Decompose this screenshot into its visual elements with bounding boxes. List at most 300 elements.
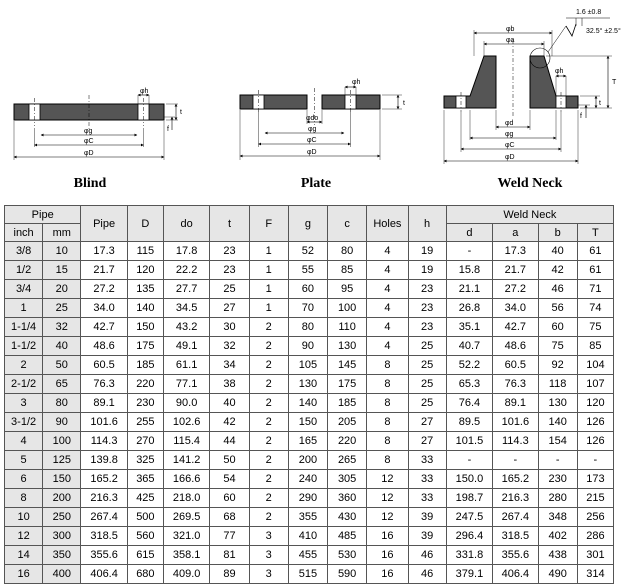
cell-F: 2 xyxy=(249,356,288,375)
blind-t-label: t xyxy=(180,109,182,116)
table-row xyxy=(5,394,614,413)
cell-D: 500 xyxy=(127,508,163,527)
cell-g: 90 xyxy=(288,337,327,356)
cell-mm: 100 xyxy=(43,432,81,451)
cell-pipe: 355.6 xyxy=(81,546,127,565)
cell-holes: 16 xyxy=(367,565,408,584)
header-wn-b: b xyxy=(538,224,577,242)
table-header-row-1 xyxy=(5,206,614,224)
cell-F: 2 xyxy=(249,318,288,337)
cell-c: 360 xyxy=(328,489,367,508)
cell-h: 23 xyxy=(408,280,446,299)
cell-wn-a: 114.3 xyxy=(493,432,538,451)
cell-wn-a: 406.4 xyxy=(493,565,538,584)
cell-wn-T: - xyxy=(577,451,613,470)
header-mm: mm xyxy=(43,224,81,242)
cell-inch: 10 xyxy=(5,508,43,527)
cell-holes: 8 xyxy=(367,432,408,451)
cell-mm: 32 xyxy=(43,318,81,337)
header-wn-d: d xyxy=(446,224,492,242)
cell-wn-T: 120 xyxy=(577,394,613,413)
cell-wn-b: 402 xyxy=(538,527,577,546)
cell-D: 425 xyxy=(127,489,163,508)
cell-wn-b: 130 xyxy=(538,394,577,413)
cell-wn-b: 490 xyxy=(538,565,577,584)
cell-wn-d: 35.1 xyxy=(446,318,492,337)
cell-wn-b: 56 xyxy=(538,299,577,318)
table-row xyxy=(5,413,614,432)
cell-do: 358.1 xyxy=(163,546,209,565)
header-wn-a: a xyxy=(493,224,538,242)
cell-do: 17.8 xyxy=(163,242,209,261)
table-row xyxy=(5,318,614,337)
cell-wn-a: 76.3 xyxy=(493,375,538,394)
header-t: t xyxy=(210,206,249,242)
cell-c: 430 xyxy=(328,508,367,527)
cell-pipe: 34.0 xyxy=(81,299,127,318)
cell-pipe: 114.3 xyxy=(81,432,127,451)
cell-F: 2 xyxy=(249,508,288,527)
cell-D: 175 xyxy=(127,337,163,356)
cell-g: 150 xyxy=(288,413,327,432)
table-row xyxy=(5,337,614,356)
cell-wn-b: 118 xyxy=(538,375,577,394)
header-inch: inch xyxy=(5,224,43,242)
cell-c: 100 xyxy=(328,299,367,318)
plate-h-label: φh xyxy=(352,79,361,86)
cell-h: 39 xyxy=(408,527,446,546)
cell-h: 19 xyxy=(408,242,446,261)
cell-wn-d: 21.1 xyxy=(446,280,492,299)
cell-h: 23 xyxy=(408,318,446,337)
cell-F: 3 xyxy=(249,565,288,584)
cell-wn-a: 318.5 xyxy=(493,527,538,546)
table-row xyxy=(5,489,614,508)
cell-t: 81 xyxy=(210,546,249,565)
cell-mm: 400 xyxy=(43,565,81,584)
cell-holes: 4 xyxy=(367,337,408,356)
cell-t: 25 xyxy=(210,280,249,299)
cell-c: 130 xyxy=(328,337,367,356)
cell-wn-a: 165.2 xyxy=(493,470,538,489)
cell-g: 200 xyxy=(288,451,327,470)
cell-h: 46 xyxy=(408,546,446,565)
cell-holes: 4 xyxy=(367,280,408,299)
cell-g: 515 xyxy=(288,565,327,584)
cell-inch: 3/8 xyxy=(5,242,43,261)
cell-wn-T: 61 xyxy=(577,242,613,261)
cell-D: 230 xyxy=(127,394,163,413)
cell-c: 175 xyxy=(328,375,367,394)
cell-wn-a: - xyxy=(493,451,538,470)
cell-wn-a: 17.3 xyxy=(493,242,538,261)
cell-t: 30 xyxy=(210,318,249,337)
blind-flange-drawing xyxy=(14,88,182,160)
cell-do: 115.4 xyxy=(163,432,209,451)
cell-t: 60 xyxy=(210,489,249,508)
blind-g-label: φg xyxy=(84,128,93,135)
cell-F: 2 xyxy=(249,432,288,451)
cell-wn-d: 296.4 xyxy=(446,527,492,546)
cell-g: 355 xyxy=(288,508,327,527)
plate-caption: Plate xyxy=(300,176,332,191)
cell-t: 27 xyxy=(210,299,249,318)
cell-g: 240 xyxy=(288,470,327,489)
cell-wn-a: 89.1 xyxy=(493,394,538,413)
cell-wn-b: 92 xyxy=(538,356,577,375)
cell-g: 290 xyxy=(288,489,327,508)
cell-D: 115 xyxy=(127,242,163,261)
table-row xyxy=(5,527,614,546)
header-g: g xyxy=(288,206,327,242)
wn-a-label: φa xyxy=(506,37,515,44)
cell-wn-T: 301 xyxy=(577,546,613,565)
cell-wn-b: 280 xyxy=(538,489,577,508)
cell-pipe: 21.7 xyxy=(81,261,127,280)
cell-wn-a: 48.6 xyxy=(493,337,538,356)
cell-wn-T: 126 xyxy=(577,432,613,451)
cell-g: 105 xyxy=(288,356,327,375)
cell-wn-b: - xyxy=(538,451,577,470)
cell-wn-T: 126 xyxy=(577,413,613,432)
cell-inch: 8 xyxy=(5,489,43,508)
cell-t: 54 xyxy=(210,470,249,489)
cell-wn-d: 52.2 xyxy=(446,356,492,375)
cell-wn-b: 154 xyxy=(538,432,577,451)
cell-do: 269.5 xyxy=(163,508,209,527)
cell-wn-d: 40.7 xyxy=(446,337,492,356)
table-row xyxy=(5,280,614,299)
cell-holes: 4 xyxy=(367,299,408,318)
cell-do: 22.2 xyxy=(163,261,209,280)
cell-g: 410 xyxy=(288,527,327,546)
cell-inch: 1-1/2 xyxy=(5,337,43,356)
blind-f-label: f xyxy=(167,126,169,133)
cell-inch: 16 xyxy=(5,565,43,584)
cell-F: 1 xyxy=(249,280,288,299)
weld-neck-caption: Weld Neck xyxy=(497,176,563,191)
cell-c: 220 xyxy=(328,432,367,451)
cell-t: 50 xyxy=(210,451,249,470)
cell-c: 205 xyxy=(328,413,367,432)
cell-wn-d: 150.0 xyxy=(446,470,492,489)
cell-h: 33 xyxy=(408,470,446,489)
cell-h: 33 xyxy=(408,489,446,508)
wn-angle-label: 32.5° ±2.5° xyxy=(586,28,621,35)
header-h: h xyxy=(408,206,446,242)
cell-inch: 1/2 xyxy=(5,261,43,280)
cell-wn-T: 75 xyxy=(577,318,613,337)
cell-h: 33 xyxy=(408,451,446,470)
cell-F: 2 xyxy=(249,489,288,508)
weld-neck-flange-drawing xyxy=(444,9,621,164)
cell-wn-a: 27.2 xyxy=(493,280,538,299)
table-row xyxy=(5,508,614,527)
cell-g: 455 xyxy=(288,546,327,565)
table-row xyxy=(5,242,614,261)
cell-inch: 6 xyxy=(5,470,43,489)
cell-wn-T: 173 xyxy=(577,470,613,489)
cell-holes: 8 xyxy=(367,375,408,394)
cell-D: 185 xyxy=(127,356,163,375)
cell-inch: 12 xyxy=(5,527,43,546)
cell-D: 220 xyxy=(127,375,163,394)
cell-do: 90.0 xyxy=(163,394,209,413)
cell-c: 185 xyxy=(328,394,367,413)
cell-F: 3 xyxy=(249,527,288,546)
cell-wn-T: 286 xyxy=(577,527,613,546)
cell-wn-a: 60.5 xyxy=(493,356,538,375)
cell-t: 34 xyxy=(210,356,249,375)
cell-inch: 14 xyxy=(5,546,43,565)
cell-wn-b: 42 xyxy=(538,261,577,280)
cell-wn-b: 75 xyxy=(538,337,577,356)
cell-wn-b: 60 xyxy=(538,318,577,337)
cell-h: 27 xyxy=(408,432,446,451)
cell-F: 3 xyxy=(249,546,288,565)
cell-h: 19 xyxy=(408,261,446,280)
cell-do: 102.6 xyxy=(163,413,209,432)
cell-mm: 10 xyxy=(43,242,81,261)
cell-mm: 200 xyxy=(43,489,81,508)
cell-pipe: 17.3 xyxy=(81,242,127,261)
cell-wn-d: 379.1 xyxy=(446,565,492,584)
plate-flange-drawing xyxy=(240,79,405,160)
table-row xyxy=(5,470,614,489)
cell-pipe: 60.5 xyxy=(81,356,127,375)
plate-g-label: φg xyxy=(308,126,317,133)
cell-wn-T: 314 xyxy=(577,565,613,584)
cell-wn-b: 46 xyxy=(538,280,577,299)
cell-mm: 250 xyxy=(43,508,81,527)
cell-holes: 12 xyxy=(367,470,408,489)
cell-do: 218.0 xyxy=(163,489,209,508)
cell-c: 265 xyxy=(328,451,367,470)
cell-inch: 3/4 xyxy=(5,280,43,299)
cell-D: 255 xyxy=(127,413,163,432)
cell-wn-T: 104 xyxy=(577,356,613,375)
cell-wn-b: 438 xyxy=(538,546,577,565)
cell-h: 25 xyxy=(408,356,446,375)
header-c: c xyxy=(328,206,367,242)
cell-wn-b: 140 xyxy=(538,413,577,432)
table-row xyxy=(5,432,614,451)
cell-D: 140 xyxy=(127,299,163,318)
cell-g: 60 xyxy=(288,280,327,299)
cell-holes: 16 xyxy=(367,546,408,565)
cell-do: 321.0 xyxy=(163,527,209,546)
blind-h-label: φh xyxy=(140,88,149,95)
header-weld-neck-group: Weld Neck xyxy=(446,206,613,224)
header-pipe-group: Pipe xyxy=(5,206,81,224)
cell-pipe: 216.3 xyxy=(81,489,127,508)
table-row xyxy=(5,451,614,470)
cell-mm: 350 xyxy=(43,546,81,565)
plate-d-label: φD xyxy=(307,149,317,156)
table-row xyxy=(5,299,614,318)
wn-b-label: φb xyxy=(506,26,515,33)
cell-D: 150 xyxy=(127,318,163,337)
cell-mm: 25 xyxy=(43,299,81,318)
cell-h: 25 xyxy=(408,394,446,413)
cell-F: 1 xyxy=(249,261,288,280)
cell-c: 110 xyxy=(328,318,367,337)
cell-wn-a: 42.7 xyxy=(493,318,538,337)
cell-D: 120 xyxy=(127,261,163,280)
cell-pipe: 406.4 xyxy=(81,565,127,584)
cell-D: 615 xyxy=(127,546,163,565)
cell-t: 68 xyxy=(210,508,249,527)
cell-D: 270 xyxy=(127,432,163,451)
plate-c-label: φC xyxy=(307,137,317,144)
cell-wn-T: 74 xyxy=(577,299,613,318)
cell-pipe: 139.8 xyxy=(81,451,127,470)
cell-t: 32 xyxy=(210,337,249,356)
blind-c-label: φC xyxy=(84,138,94,145)
cell-D: 365 xyxy=(127,470,163,489)
cell-wn-d: 26.8 xyxy=(446,299,492,318)
cell-holes: 8 xyxy=(367,394,408,413)
cell-D: 325 xyxy=(127,451,163,470)
cell-t: 44 xyxy=(210,432,249,451)
cell-inch: 1 xyxy=(5,299,43,318)
cell-F: 2 xyxy=(249,337,288,356)
cell-g: 70 xyxy=(288,299,327,318)
cell-g: 80 xyxy=(288,318,327,337)
wn-h-label: φh xyxy=(555,68,564,75)
cell-pipe: 42.7 xyxy=(81,318,127,337)
cell-wn-T: 85 xyxy=(577,337,613,356)
header-F: F xyxy=(249,206,288,242)
cell-holes: 4 xyxy=(367,261,408,280)
cell-wn-T: 215 xyxy=(577,489,613,508)
cell-pipe: 89.1 xyxy=(81,394,127,413)
plate-t-label: t xyxy=(403,100,405,107)
cell-mm: 65 xyxy=(43,375,81,394)
cell-pipe: 48.6 xyxy=(81,337,127,356)
header-wn-T: T xyxy=(577,224,613,242)
cell-D: 680 xyxy=(127,565,163,584)
cell-holes: 4 xyxy=(367,242,408,261)
cell-wn-b: 40 xyxy=(538,242,577,261)
cell-wn-T: 71 xyxy=(577,280,613,299)
cell-holes: 8 xyxy=(367,356,408,375)
cell-mm: 20 xyxy=(43,280,81,299)
table-row xyxy=(5,375,614,394)
cell-wn-d: 89.5 xyxy=(446,413,492,432)
cell-h: 25 xyxy=(408,375,446,394)
wn-D-label: φD xyxy=(505,154,515,161)
cell-wn-d: - xyxy=(446,451,492,470)
header-pipe: Pipe xyxy=(81,206,127,242)
blind-caption: Blind xyxy=(73,176,107,191)
cell-wn-d: 76.4 xyxy=(446,394,492,413)
cell-g: 130 xyxy=(288,375,327,394)
cell-holes: 4 xyxy=(367,318,408,337)
table-row xyxy=(5,356,614,375)
cell-do: 77.1 xyxy=(163,375,209,394)
cell-F: 2 xyxy=(249,394,288,413)
cell-holes: 12 xyxy=(367,508,408,527)
cell-F: 2 xyxy=(249,470,288,489)
table-body xyxy=(5,242,614,584)
cell-c: 590 xyxy=(328,565,367,584)
cell-holes: 8 xyxy=(367,451,408,470)
cell-inch: 5 xyxy=(5,451,43,470)
cell-F: 1 xyxy=(249,299,288,318)
cell-g: 52 xyxy=(288,242,327,261)
cell-pipe: 267.4 xyxy=(81,508,127,527)
flange-drawings xyxy=(0,0,638,200)
header-D: D xyxy=(127,206,163,242)
cell-do: 49.1 xyxy=(163,337,209,356)
cell-c: 530 xyxy=(328,546,367,565)
cell-wn-a: 21.7 xyxy=(493,261,538,280)
cell-mm: 300 xyxy=(43,527,81,546)
wn-g-label: φg xyxy=(505,131,514,138)
cell-c: 95 xyxy=(328,280,367,299)
cell-c: 80 xyxy=(328,242,367,261)
wn-bevel-label: 1.6 ±0.8 xyxy=(576,9,602,16)
cell-wn-d: 65.3 xyxy=(446,375,492,394)
cell-g: 140 xyxy=(288,394,327,413)
cell-c: 305 xyxy=(328,470,367,489)
cell-holes: 12 xyxy=(367,489,408,508)
cell-mm: 50 xyxy=(43,356,81,375)
header-do: do xyxy=(163,206,209,242)
cell-wn-b: 230 xyxy=(538,470,577,489)
cell-wn-d: - xyxy=(446,242,492,261)
cell-do: 141.2 xyxy=(163,451,209,470)
cell-t: 42 xyxy=(210,413,249,432)
cell-do: 43.2 xyxy=(163,318,209,337)
plate-do-label: φdo xyxy=(306,115,319,122)
cell-inch: 3 xyxy=(5,394,43,413)
cell-F: 2 xyxy=(249,413,288,432)
cell-inch: 2 xyxy=(5,356,43,375)
cell-wn-d: 198.7 xyxy=(446,489,492,508)
cell-c: 145 xyxy=(328,356,367,375)
cell-mm: 15 xyxy=(43,261,81,280)
wn-c-label: φC xyxy=(505,142,515,149)
cell-wn-T: 256 xyxy=(577,508,613,527)
cell-D: 560 xyxy=(127,527,163,546)
table-row xyxy=(5,261,614,280)
cell-g: 165 xyxy=(288,432,327,451)
cell-t: 89 xyxy=(210,565,249,584)
wn-t-label: t xyxy=(599,100,601,107)
cell-do: 34.5 xyxy=(163,299,209,318)
cell-do: 27.7 xyxy=(163,280,209,299)
cell-mm: 90 xyxy=(43,413,81,432)
cell-wn-a: 101.6 xyxy=(493,413,538,432)
cell-wn-d: 331.8 xyxy=(446,546,492,565)
cell-inch: 1-1/4 xyxy=(5,318,43,337)
cell-wn-d: 247.5 xyxy=(446,508,492,527)
cell-mm: 40 xyxy=(43,337,81,356)
wn-T-label: T xyxy=(612,79,617,86)
cell-t: 38 xyxy=(210,375,249,394)
table-row xyxy=(5,565,614,584)
cell-wn-T: 61 xyxy=(577,261,613,280)
cell-holes: 8 xyxy=(367,413,408,432)
cell-D: 135 xyxy=(127,280,163,299)
cell-c: 85 xyxy=(328,261,367,280)
cell-wn-d: 15.8 xyxy=(446,261,492,280)
cell-t: 77 xyxy=(210,527,249,546)
wn-f-label: f xyxy=(580,113,582,120)
cell-wn-a: 355.6 xyxy=(493,546,538,565)
